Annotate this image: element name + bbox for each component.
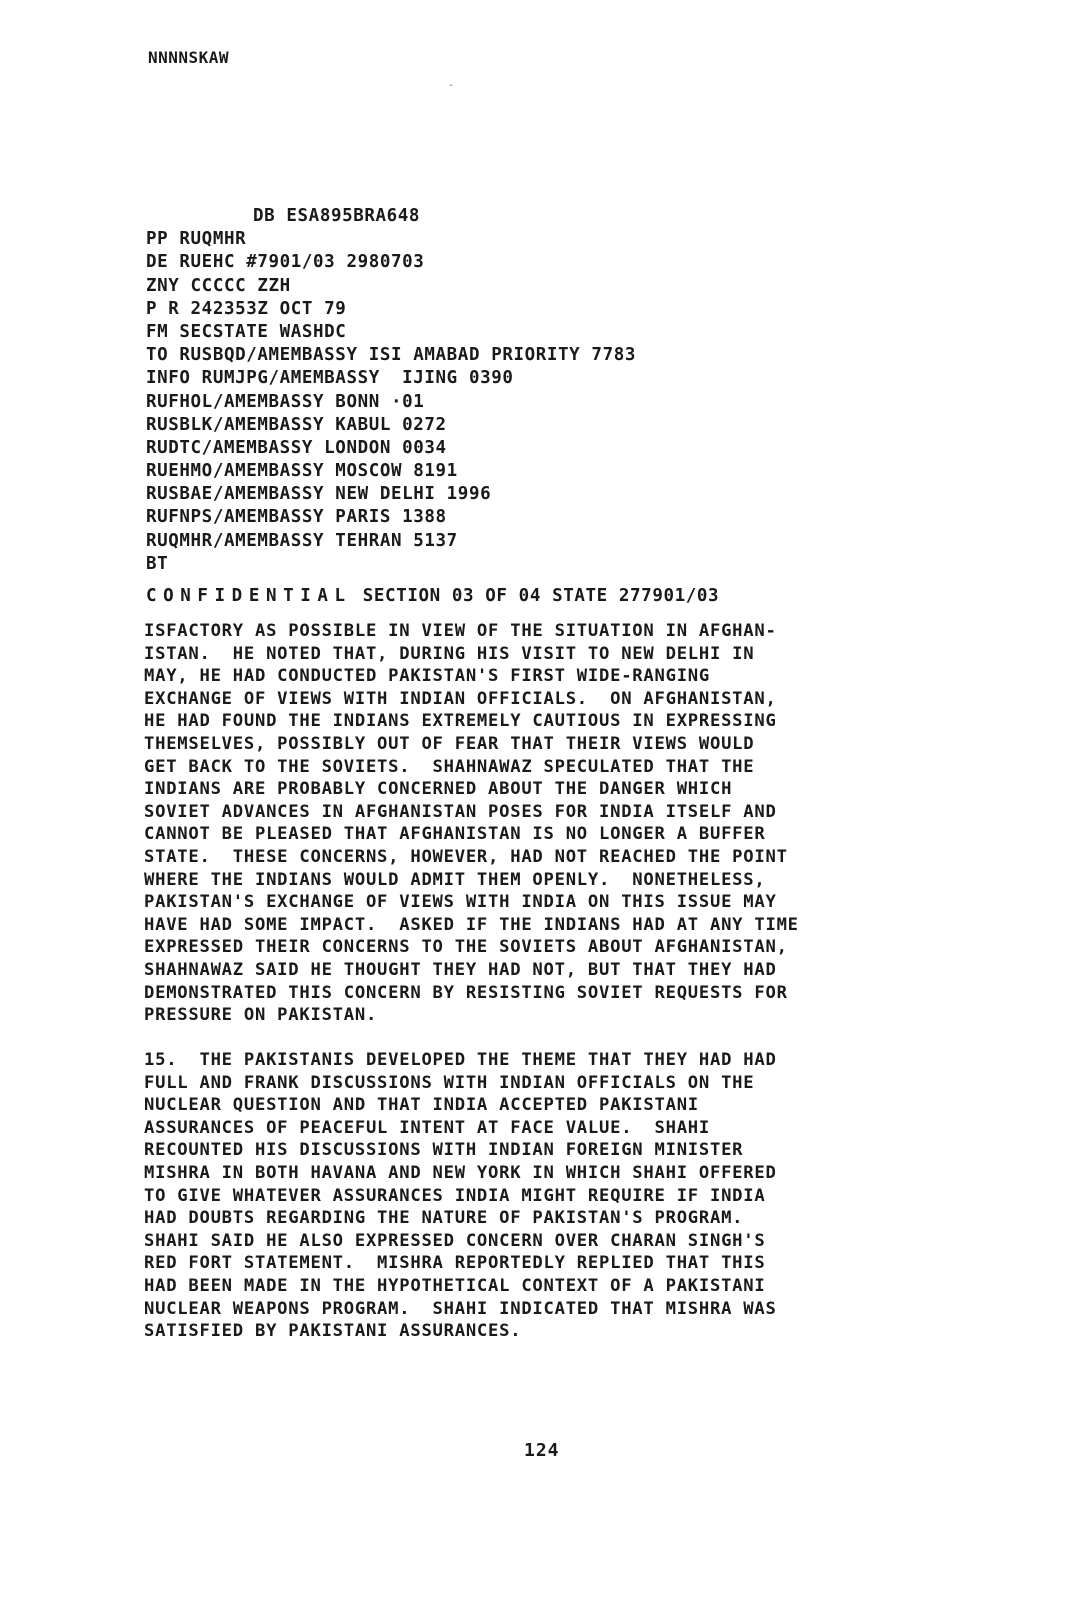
header-line: ZNY CCCCC ZZH (146, 275, 291, 296)
paragraph-line: 15. THE PAKISTANIS DEVELOPED THE THEME THAT THEY HAD HAD (144, 1050, 777, 1070)
paragraph-line: HAVE HAD SOME IMPACT. ASKED IF THE INDIANS HAD AT ANY TIME (144, 914, 799, 935)
paragraph-line: MISHRA IN BOTH HAVANA AND NEW YORK IN WHICH SHAHI OFFERED (144, 1162, 777, 1183)
paragraph-line: HE HAD FOUND THE INDIANS EXTREMELY CAUTIOUS IN EXPRESSING (144, 711, 777, 732)
page-number: 124 (524, 1440, 560, 1461)
classification-label: CONFIDENTIAL (146, 586, 352, 606)
section-reference: SECTION 03 OF 04 STATE 277901/03 (362, 586, 720, 606)
header-line: RUFNPS/AMEMBASSY PARIS 1388 (146, 507, 447, 528)
cable-header (146, 205, 966, 576)
paragraph-line: RED FORT STATEMENT. MISHRA REPORTEDLY REPLIED THAT THIS (144, 1253, 766, 1274)
paragraph-line: INDIANS ARE PROBABLY CONCERNED ABOUT THE DANGER WHICH (144, 779, 733, 800)
paragraph-line: SATISFIED BY PAKISTANI ASSURANCES. (144, 1321, 522, 1342)
paragraph-line: THEMSELVES, POSSIBLY OUT OF FEAR THAT THEIR VIEWS WOULD (144, 733, 755, 754)
header-line: DB ESA895BRA648 (253, 206, 421, 226)
paragraph-line: EXPRESSED THEIR CONCERNS TO THE SOVIETS ABOUT AFGHANISTAN, (144, 937, 788, 958)
header-line: PP RUQMHR (146, 229, 247, 250)
header-line: BT (146, 553, 169, 574)
classification-line (146, 586, 719, 606)
paragraph-line: RECOUNTED HIS DISCUSSIONS WITH INDIAN FOREIGN MINISTER (144, 1140, 744, 1161)
header-line: RUSBAE/AMEMBASSY NEW DELHI 1996 (146, 484, 492, 505)
paragraph-line: EXCHANGE OF VIEWS WITH INDIAN OFFICIALS. ON AFGHANISTAN, (144, 688, 777, 709)
paragraph-line: SHAHNAWAZ SAID HE THOUGHT THEY HAD NOT, BUT THAT THEY HAD (144, 959, 777, 980)
header-line: RUSBLK/AMEMBASSY KABUL 0272 (146, 414, 447, 435)
paragraph-line: HAD BEEN MADE IN THE HYPOTHETICAL CONTEXT OF A PAKISTANI (144, 1275, 766, 1296)
header-line: INFO RUMJPG/AMEMBASSY IJING 0390 (146, 368, 514, 389)
body-paragraph-2 (144, 1049, 964, 1343)
paragraph-line: ASSURANCES OF PEACEFUL INTENT AT FACE VALUE. SHAHI (144, 1117, 710, 1138)
header-line: RUEHMO/AMEMBASSY MOSCOW 8191 (146, 461, 458, 482)
paragraph-line: PAKISTAN'S EXCHANGE OF VIEWS WITH INDIA ON THIS ISSUE MAY (144, 892, 777, 913)
stray-mark: - (448, 80, 455, 91)
paragraph-line: WHERE THE INDIANS WOULD ADMIT THEM OPENLY. NONETHELESS, (144, 869, 766, 890)
teletype-code: NNNNSKAW (148, 48, 230, 67)
paragraph-line: CANNOT BE PLEASED THAT AFGHANISTAN IS NO LONGER A BUFFER (144, 824, 766, 845)
header-line: DE RUEHC #7901/03 2980703 (146, 252, 425, 273)
paragraph-line: FULL AND FRANK DISCUSSIONS WITH INDIAN OFFICIALS ON THE (144, 1072, 755, 1093)
paragraph-line: ISFACTORY AS POSSIBLE IN VIEW OF THE SITUATION IN AFGHAN- (144, 621, 777, 641)
paragraph-line: NUCLEAR WEAPONS PROGRAM. SHAHI INDICATED THAT MISHRA WAS (144, 1298, 777, 1319)
paragraph-line: TO GIVE WHATEVER ASSURANCES INDIA MIGHT REQUIRE IF INDIA (144, 1185, 766, 1206)
paragraph-line: HAD DOUBTS REGARDING THE NATURE OF PAKISTAN'S PROGRAM. (144, 1208, 744, 1229)
header-line: RUDTC/AMEMBASSY LONDON 0034 (146, 437, 447, 458)
paragraph-line: STATE. THESE CONCERNS, HOWEVER, HAD NOT REACHED THE POINT (144, 846, 788, 867)
header-line: RUQMHR/AMEMBASSY TEHRAN 5137 (146, 530, 458, 551)
paragraph-line: MAY, HE HAD CONDUCTED PAKISTAN'S FIRST WIDE-RANGING (144, 666, 710, 687)
body-paragraph-1 (144, 620, 964, 1027)
header-line: P R 242353Z OCT 79 (146, 298, 347, 319)
paragraph-line: GET BACK TO THE SOVIETS. SHAHNAWAZ SPECULATED THAT THE (144, 756, 755, 777)
paragraph-line: ISTAN. HE NOTED THAT, DURING HIS VISIT TO NEW DELHI IN (144, 643, 755, 664)
paragraph-line: PRESSURE ON PAKISTAN. (144, 1005, 378, 1026)
header-line: FM SECSTATE WASHDC (146, 321, 347, 342)
header-line: TO RUSBQD/AMEMBASSY ISI AMABAD PRIORITY 7783 (146, 345, 636, 366)
paragraph-line: NUCLEAR QUESTION AND THAT INDIA ACCEPTED PAKISTANI (144, 1095, 699, 1116)
paragraph-line: SHAHI SAID HE ALSO EXPRESSED CONCERN OVER CHARAN SINGH'S (144, 1230, 766, 1251)
paragraph-line: DEMONSTRATED THIS CONCERN BY RESISTING SOVIET REQUESTS FOR (144, 982, 788, 1003)
header-line: RUFHOL/AMEMBASSY BONN ·01 (146, 391, 425, 412)
paragraph-line: SOVIET ADVANCES IN AFGHANISTAN POSES FOR INDIA ITSELF AND (144, 801, 777, 822)
